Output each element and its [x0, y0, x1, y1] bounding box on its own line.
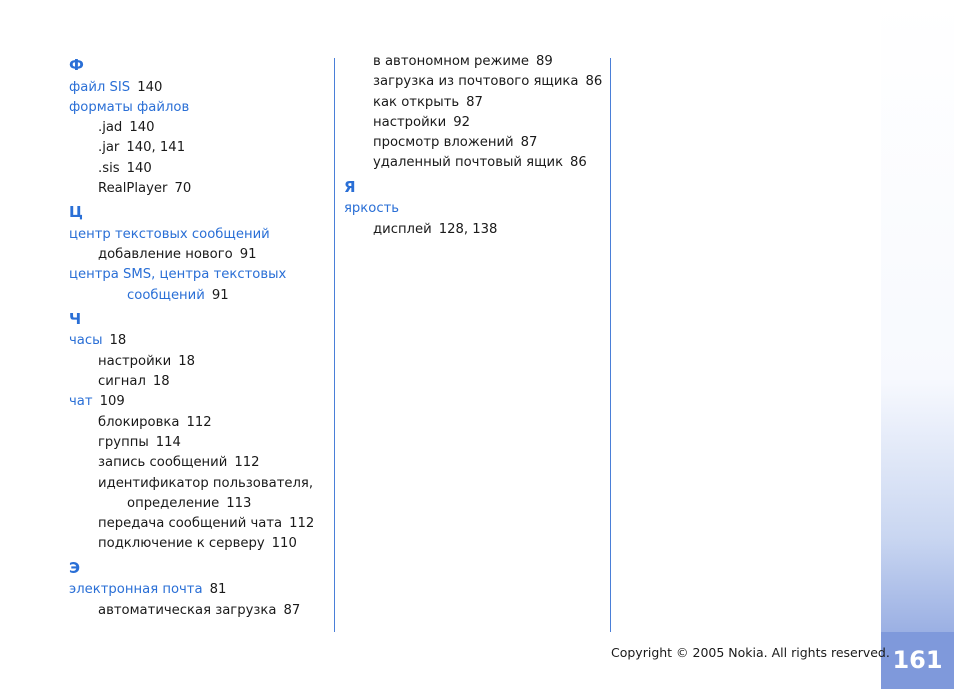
index-subentry: [69, 453, 314, 473]
column-divider-2: [610, 58, 611, 632]
index-letter-heading: Ц: [69, 203, 83, 222]
index-term[interactable]: [69, 78, 314, 98]
index-entry-text[interactable]: форматы файлов: [69, 99, 190, 115]
index-entry-text: автоматическая загрузка: [98, 602, 277, 618]
index-letter-heading: Я: [344, 177, 356, 196]
index-page-numbers: 89: [536, 54, 553, 69]
index-entry-text: группы: [98, 434, 149, 450]
index-subentry: [344, 72, 602, 92]
index-entry-text: запись сообщений: [98, 455, 228, 471]
index-entry-text[interactable]: центр текстовых сообщений: [69, 226, 270, 242]
index-subentry: [69, 474, 314, 494]
index-entry-text: загрузка из почтового ящика: [373, 74, 579, 90]
index-page-numbers: 109: [99, 394, 125, 410]
index-page-numbers: 91: [239, 247, 257, 263]
index-entry-text: RealPlayer: [98, 180, 168, 196]
index-letter-heading: Ф: [69, 56, 84, 74]
index-page-numbers: 140: [129, 120, 155, 136]
index-entry-text: в автономном режиме: [373, 54, 530, 69]
index-page-numbers: 87: [520, 135, 538, 151]
index-entry-text[interactable]: электронная почта: [69, 582, 203, 598]
index-entry-text: идентификатор пользователя,: [98, 475, 314, 491]
index-term[interactable]: [69, 331, 314, 351]
copyright-notice: Copyright © 2005 Nokia. All rights reserved.: [611, 645, 890, 660]
index-subentry: [344, 113, 602, 133]
index-page-numbers: 81: [209, 582, 227, 598]
index-term[interactable]: [69, 225, 314, 245]
index-page-numbers: 110: [271, 536, 297, 552]
index-entry-text[interactable]: центра SMS, центра текстовых: [69, 267, 287, 283]
index-page-numbers: 18: [109, 333, 127, 349]
index-page-numbers: 114: [155, 434, 181, 450]
index-entry-text: сигнал: [98, 374, 146, 390]
index-page-numbers: 91: [211, 287, 229, 303]
index-subentry: [69, 372, 314, 392]
index-page-numbers: 86: [570, 155, 587, 171]
index-page-numbers: 112: [186, 414, 212, 430]
index-entry-text: .jad: [98, 120, 123, 136]
index-letter-heading: Э: [69, 558, 81, 577]
index-subentry: [69, 138, 314, 158]
index-subentry: [69, 352, 314, 372]
index-subentry: [69, 534, 314, 554]
index-subentry: [344, 220, 602, 240]
index-entry-text[interactable]: чат: [69, 394, 93, 410]
index-page-numbers: 112: [234, 455, 260, 471]
index-page-numbers: 140, 141: [126, 140, 186, 156]
index-subentry: [344, 153, 602, 173]
index-column-2: [344, 52, 602, 240]
index-entry-text: .jar: [98, 140, 120, 156]
index-subentry: [69, 601, 314, 621]
index-page-numbers: 113: [226, 495, 252, 511]
index-term[interactable]: [69, 392, 314, 412]
index-entry-text: просмотр вложений: [373, 135, 514, 151]
index-page-numbers: 18: [152, 374, 170, 390]
index-entry-text: передача сообщений чата: [98, 516, 283, 532]
index-page-numbers: 112: [289, 516, 315, 532]
index-entry-text: настройки: [373, 114, 447, 130]
index-letter-heading: Ч: [69, 309, 82, 328]
index-entry-text[interactable]: сообщений: [127, 287, 205, 303]
index-term[interactable]: [69, 98, 314, 118]
index-page-numbers: 128, 138: [438, 221, 498, 237]
column-divider-1: [334, 58, 335, 632]
index-subentry: [69, 245, 314, 265]
index-entry-text: .sis: [98, 160, 120, 176]
index-page-numbers: 86: [585, 74, 603, 90]
index-subentry: [69, 413, 314, 433]
index-subentry: [344, 133, 602, 153]
index-subentry: [344, 93, 602, 113]
page-number: 161: [881, 632, 954, 689]
index-entry-text[interactable]: яркость: [344, 201, 400, 217]
index-entry-text: блокировка: [98, 414, 180, 430]
index-page-numbers: 140: [137, 79, 163, 95]
index-term[interactable]: [344, 199, 602, 219]
index-entry-text: удаленный почтовый ящик: [373, 155, 564, 171]
index-subentry: [69, 494, 314, 514]
index-entry-text[interactable]: файл SIS: [69, 79, 131, 95]
index-subentry: [69, 179, 314, 199]
index-page-numbers: 92: [453, 114, 470, 130]
index-entry-text: как открыть: [373, 94, 460, 110]
index-page-numbers: 70: [174, 180, 192, 196]
index-subentry: [344, 52, 602, 72]
index-column-1: [69, 52, 314, 621]
index-entry-text: определение: [127, 495, 220, 511]
index-subentry: [69, 159, 314, 179]
index-entry-text[interactable]: часы: [69, 333, 103, 349]
index-page-numbers: 87: [466, 94, 483, 110]
index-term[interactable]: [69, 580, 314, 600]
index-term[interactable]: [69, 265, 314, 285]
index-entry-text: настройки: [98, 353, 172, 369]
index-page-numbers: 18: [178, 353, 195, 369]
index-entry-text: дисплей: [373, 221, 432, 237]
index-subentry: [69, 433, 314, 453]
index-subentry: [69, 514, 314, 534]
page-sidebar: [881, 0, 954, 689]
index-entry-text: добавление нового: [98, 247, 233, 263]
index-page-numbers: 140: [126, 160, 152, 176]
index-subentry: [69, 118, 314, 138]
index-term[interactable]: [69, 286, 314, 306]
index-page-numbers: 87: [283, 602, 301, 618]
index-entry-text: подключение к серверу: [98, 536, 265, 552]
